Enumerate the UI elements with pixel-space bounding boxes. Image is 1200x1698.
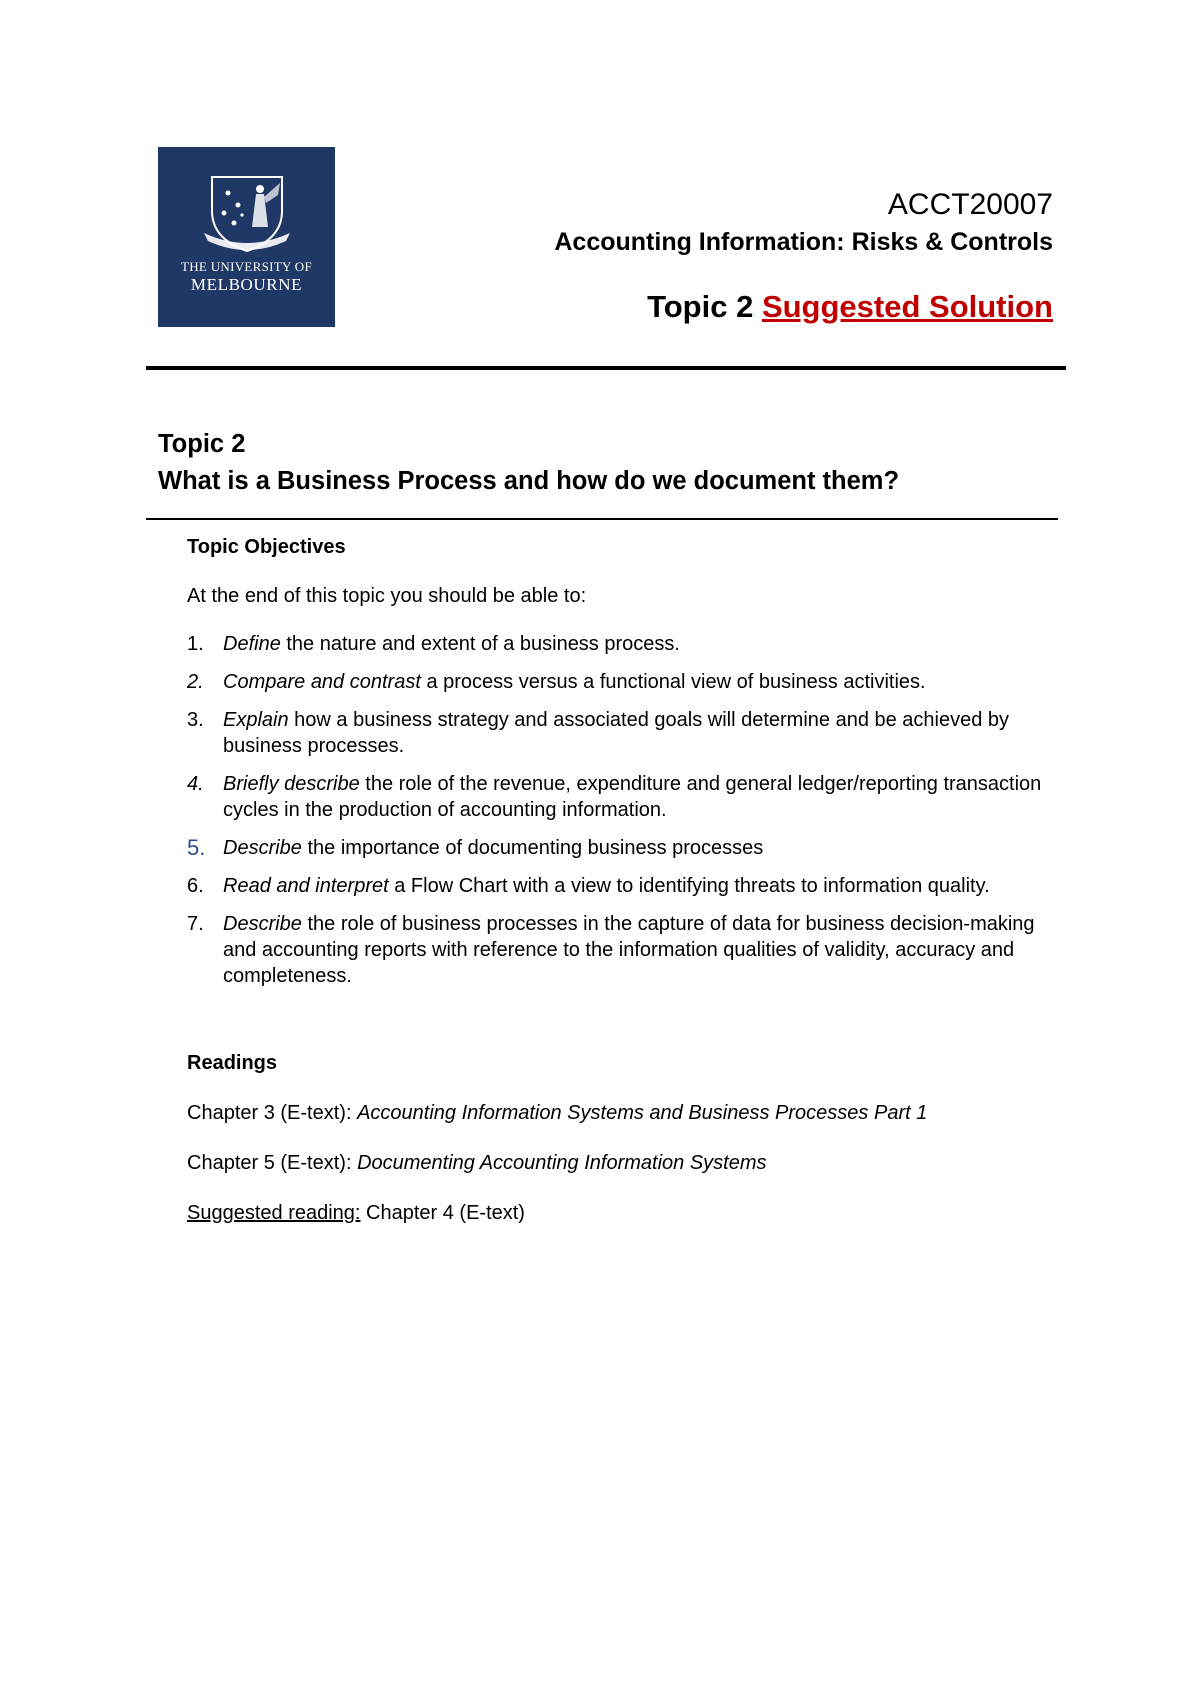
objectives-heading: Topic Objectives: [187, 536, 346, 558]
topic-divider: [146, 518, 1058, 520]
header-divider: [146, 366, 1066, 370]
reading-title: Documenting Accounting Information Systems: [357, 1152, 767, 1174]
objective-text: a process versus a functional view of business activities.: [420, 671, 926, 693]
objectives-intro: At the end of this topic you should be able to:: [187, 585, 587, 607]
topic-number: Topic 2: [158, 430, 246, 458]
objective-text: the role of the revenue, expenditure and general ledger/reporting transaction cycles in the production of accounting information.: [223, 773, 1042, 821]
objective-number: 3.: [187, 709, 204, 731]
reading-title: Accounting Information Systems and Business Processes Part 1: [357, 1102, 928, 1124]
document-title: [647, 289, 1053, 325]
reading-prefix: Chapter 3 (E-text):: [187, 1102, 358, 1124]
course-name: Accounting Information: Risks & Controls: [554, 228, 1053, 256]
objectives-list: [187, 631, 1047, 989]
objective-verb: Explain: [223, 709, 289, 731]
objective-text: the nature and extent of a business process.: [280, 633, 680, 655]
logo-text-line1: THE UNIVERSITY OF: [181, 259, 312, 274]
objective-verb: Read and interpret: [223, 875, 389, 897]
suggested-reading-text: Chapter 4 (E-text): [360, 1202, 525, 1224]
objective-text: a Flow Chart with a view to identifying threats to information quality.: [388, 875, 990, 897]
main-content: [187, 530, 1047, 1246]
objective-item: [187, 707, 1047, 759]
objective-item: [187, 669, 1047, 695]
reading-chapter-3: [187, 1100, 1047, 1126]
objective-text: the importance of documenting business processes: [301, 837, 764, 859]
topic-heading: [158, 426, 899, 500]
objective-verb: Describe: [223, 913, 302, 935]
objective-verb: Briefly describe: [223, 773, 360, 795]
objective-verb: Compare and contrast: [223, 671, 421, 693]
objective-item: [187, 835, 1047, 861]
objective-number: 7.: [187, 913, 204, 935]
readings-heading: Readings: [187, 1052, 278, 1074]
objective-verb: Describe: [223, 837, 302, 859]
course-code: ACCT20007: [887, 188, 1053, 221]
objective-item: [187, 771, 1047, 823]
objective-item: [187, 911, 1047, 989]
topic-question: What is a Business Process and how do we document them?: [158, 467, 900, 495]
objective-item: [187, 873, 1047, 899]
objective-number: 1.: [187, 633, 204, 655]
objective-text: how a business strategy and associated goals will determine and be achieved by business processes.: [223, 709, 1010, 757]
objective-number: 5.: [187, 835, 206, 860]
reading-prefix: Chapter 5 (E-text):: [187, 1152, 358, 1174]
suggested-reading: [187, 1200, 1047, 1226]
logo-text-line2: MELBOURNE: [190, 275, 303, 294]
objective-item: [187, 631, 1047, 657]
title-highlight: Suggested Solution: [761, 289, 1053, 324]
objective-verb: Define: [223, 633, 281, 655]
suggested-reading-label: Suggested reading:: [187, 1202, 361, 1224]
reading-chapter-5: [187, 1150, 1047, 1176]
objective-text: the role of business processes in the capture of data for business decision-making and accounting reports with reference to the information qualities of validity, accuracy and completeness.: [223, 913, 1035, 987]
objective-number: 2.: [187, 671, 204, 693]
objective-number: 6.: [187, 875, 204, 897]
crest-icon: [200, 167, 294, 255]
objective-number: 4.: [187, 773, 204, 795]
title-prefix: Topic 2: [647, 289, 754, 324]
university-logo: [158, 147, 335, 327]
